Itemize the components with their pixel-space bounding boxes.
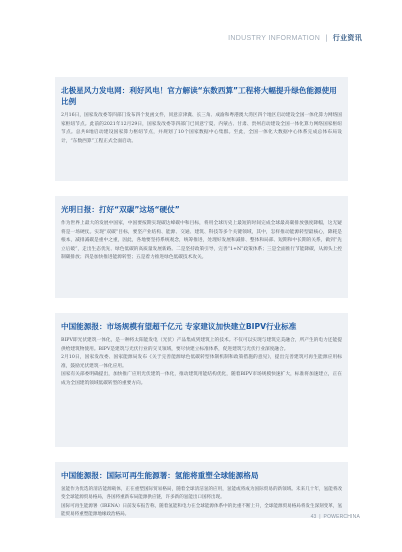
footer-separator: | [319,514,321,520]
article-body: BIPV即光伏建筑一体化，是一种将太阳能发电（光伏）产品集成到建筑上的技术。不仅可以实现与建筑完美融合，所产生的电力还能提供给建筑物使用。BIPV是建筑与光伏行业的交叉领域，要尽快建立标准体系，促进建筑与光伏行业深度融合。 2月10日，国家发改委、国家能源局发布《关于完善能源绿色低碳转型体制机制和政策措施的意见》，提出完善建筑可再生能源应用标准，鼓励光伏建筑一体化应用。 国家有关部委明确提出，加快推广应用光伏建筑一体化，推动建筑用能结构优化，随着BIPV市场规模快速扩大，标准将加速建立，正在成为全国建筑领域低碳转型的重要方向。 [61,338,342,386]
section-label-en: INDUSTRY INFORMATION [228,34,321,42]
article-title: 中国能源报：国际可再生能源署：氢能将重塑全球能源格局 [61,471,259,480]
section-label-zh: 行业资讯 [332,34,362,42]
header-separator: | [325,34,328,42]
page-number: 43 [310,514,317,520]
article-body: 氢能作为优选的清洁能源载体，正在重塑国际贸易格局，随着全球清洁氢的应用，氢能或将成为国际贸易的新领域。未来几十年，氢能将改变全球能源贸易格局，各国将重新布局能源供应链，许多新的氢能出口国将出现。 国际可再生能源署（IRENA）日前发布报告称，随着氢能和电力在全球能源体系中的比重不断上升，全球能源贸易格局将发生深刻变革，氢能贸易将重塑能源地缘政治格局。 [61,487,342,518]
article-body: 2月16日，国家发改委等四部门发布四个复函文件，同意京津冀、长三角、成渝和粤港澳大湾区四个地区启动建设全国一体化算力网络国家枢纽节点。此前的2021年12月29日，国家发改委等四部门已同意宁夏、内蒙古、甘肃、贵州启动建设全国一体化算力网络国家枢纽节点。总共8地启动建设国家算力枢纽节点，并规划了10个国家数据中心集群。至此，全国一体化大数据中心体系完成总体布局设计，“东数西算”工程正式全面启动。 [61,113,342,144]
article-title: 北极星风力发电网：利好风电！官方解读“东数西算”工程将大幅提升绿色能源使用比例 [61,86,337,106]
page-footer [311,514,360,520]
article-title: 中国能源报：市场规模有望超千亿元 专家建议加快建立BIPV行业标准 [61,322,297,331]
article-card-wind-power [55,77,348,181]
brand-name: POWERCHINA [323,514,360,520]
article-title: 光明日报：打好“双碳”这场“硬仗” [61,205,180,214]
article-card-bipv [55,313,348,447]
article-card-dual-carbon [55,196,348,298]
article-body: 作为世界上最大的发展中国家，中国要按期实现碳达峰碳中和目标，将用全球历史上最短的时间完成全球最高碳排放强度降幅，这无疑将是一场硬仗。实现“双碳”目标，要坚产业结构、能源、交通、建筑、科技等多个关键领域，其中，怎样推动能源转型最核心，降耗是根本，减排减碳是重中之重，因此，各地要坚持系统观念，统筹推进，处理好发展和减排、整体和局部、短期和中长期的关系，做到“先立后破”，走出生态优先、绿色低碳的高质量发展新路。二是坚持政策引导，完善“1+N”政策体系；三是全面推行节能降碳，从源头上控制碳排放；四是加快推进能源转型；五是着力推进绿色低碳技术攻关。 [61,221,342,261]
page-header [228,33,362,43]
article-card-hydrogen [55,462,348,518]
